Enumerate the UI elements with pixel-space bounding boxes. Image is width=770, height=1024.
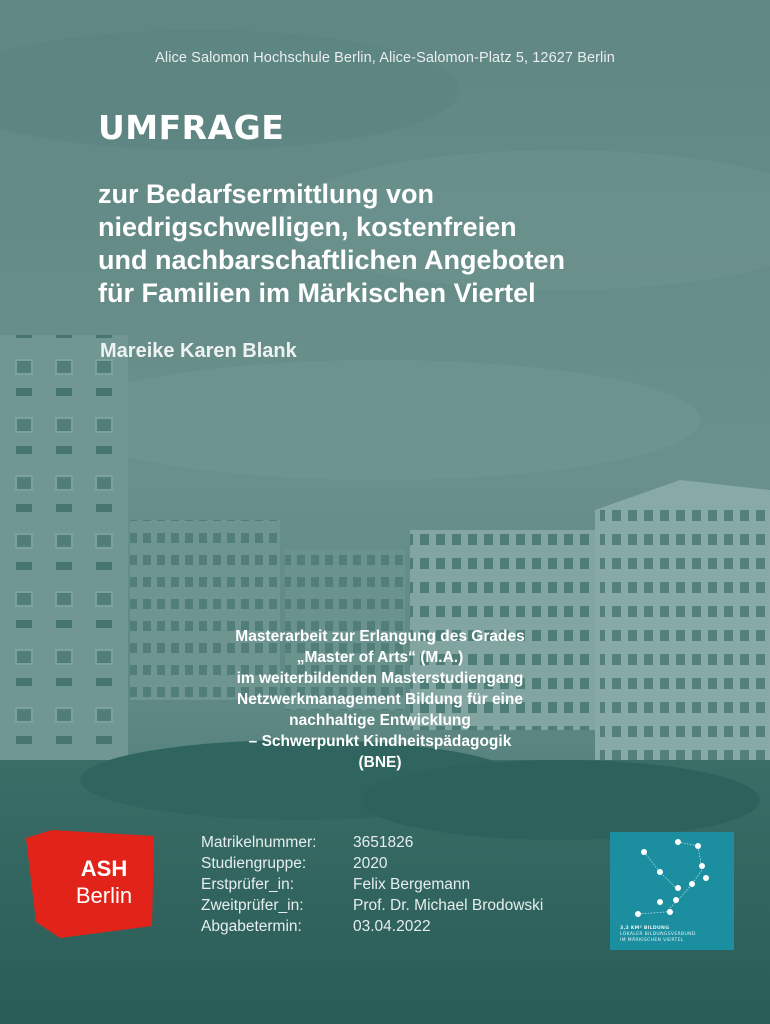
student-info-table (201, 832, 543, 937)
degree-line: im weiterbildenden Masterstudiengang (236, 670, 524, 687)
info-row (201, 832, 543, 853)
info-value: 03.04.2022 (353, 918, 431, 935)
info-value: 2020 (353, 855, 388, 872)
ash-logo-subtext: Berlin (75, 883, 133, 908)
caption-line: 3,3 KM² BILDUNG (620, 926, 670, 931)
info-value: Felix Bergemann (353, 876, 471, 893)
degree-line: – Schwerpunkt Kindheitspädagogik (248, 733, 512, 750)
info-row (201, 916, 543, 937)
info-label: Studiengruppe: (201, 855, 307, 872)
ash-logo-text: ASH (80, 856, 128, 881)
degree-line: Masterarbeit zur Erlangung des Grades (235, 628, 525, 645)
university-address: Alice Salomon Hochschule Berlin, Alice-Salomon-Platz 5, 12627 Berlin (155, 50, 615, 66)
degree-line: nachhaltige Entwicklung (289, 712, 471, 729)
degree-description (140, 626, 620, 773)
bildungsverbund-caption (620, 926, 726, 944)
caption-line: LOKALER BILDUNGSVERBUND (620, 932, 696, 937)
document-subtitle (98, 178, 718, 310)
degree-line: „Master of Arts“ (M.A.) (296, 649, 464, 666)
student-info (201, 832, 543, 937)
info-label: Erstprüfer_in: (201, 876, 295, 893)
caption-line: IM MÄRKISCHEN VIERTEL (620, 938, 684, 943)
bildungsverbund-logo (610, 832, 734, 950)
ash-berlin-logo (26, 830, 156, 942)
info-row (201, 874, 543, 895)
info-label: Zweitprüfer_in: (201, 897, 304, 914)
info-label: Abgabetermin: (201, 918, 302, 935)
degree-line: (BNE) (358, 754, 402, 771)
info-row (201, 895, 543, 916)
subtitle-line: für Familien im Märkischen Viertel (98, 278, 536, 308)
subtitle-line: zur Bedarfsermittlung von (98, 179, 435, 209)
document-title: UMFRAGE (98, 108, 285, 147)
info-value: Prof. Dr. Michael Brodowski (353, 897, 544, 914)
author-name: Mareike Karen Blank (100, 340, 297, 362)
info-label: Matrikelnummer: (201, 834, 317, 851)
degree-line: Netzwerkmanagement Bildung für eine (237, 691, 523, 708)
info-value: 3651826 (353, 834, 414, 851)
info-row (201, 853, 543, 874)
subtitle-line: und nachbarschaftlichen Angeboten (98, 245, 566, 275)
subtitle-line: niedrigschwelligen, kostenfreien (98, 212, 517, 242)
